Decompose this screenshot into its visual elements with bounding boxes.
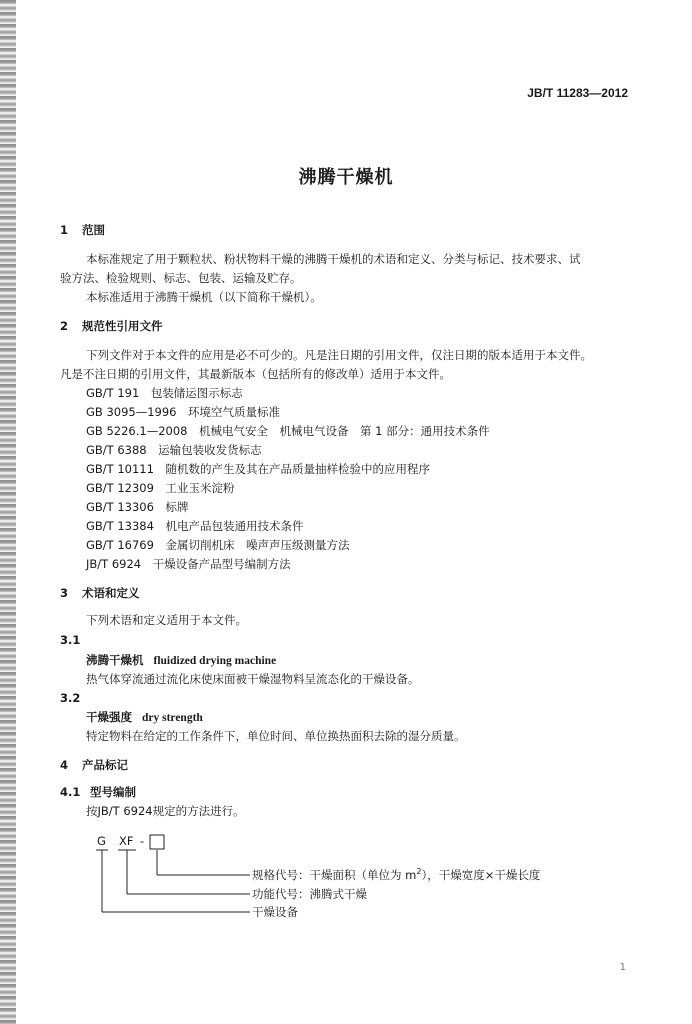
- term-chinese: 沸腾干燥机: [86, 653, 144, 667]
- section-2-heading: [60, 318, 163, 334]
- reference-name: 工业玉米淀粉: [165, 481, 235, 495]
- section-1-heading: [60, 222, 105, 238]
- reference-item: [86, 499, 188, 515]
- term-chinese: 干燥强度: [86, 710, 132, 724]
- paragraph-line: 本标准适用于沸腾干燥机（以下简称干燥机）。: [86, 290, 322, 304]
- paragraph-line: 按JB/T 6924规定的方法进行。: [86, 804, 245, 818]
- label-spec-superscript: 2: [416, 867, 422, 877]
- reference-name: 干燥设备产品型号编制方法: [152, 557, 291, 571]
- reference-item: [86, 480, 234, 496]
- label-spec-text: 规格代号：干燥面积（单位为 m: [252, 868, 417, 882]
- section-number: 4: [60, 758, 69, 772]
- reference-item: [86, 404, 280, 420]
- reference-name: 机械电气安全 机械电气设备 第 1 部分：通用技术条件: [198, 424, 490, 438]
- paragraph-line: 凡是不注日期的引用文件，其最新版本（包括所有的修改单）适用于本文件。: [60, 367, 451, 381]
- term-definition: 特定物料在给定的工作条件下，单位时间、单位换热面积去除的湿分质量。: [86, 729, 466, 743]
- section-number: 2: [60, 319, 69, 333]
- section-number: 1: [60, 223, 69, 237]
- section-title: 术语和定义: [82, 586, 140, 600]
- term-number: 3.2: [60, 691, 81, 705]
- reference-name: 标牌: [165, 500, 189, 514]
- paragraph-line: 验方法、检验规则、标志、包装、运输及贮存。: [60, 271, 302, 285]
- reference-item: [86, 423, 490, 439]
- reference-item: [86, 537, 349, 553]
- reference-code: GB/T 12309: [86, 481, 154, 495]
- reference-code: GB/T 6388: [86, 443, 147, 457]
- code-g: G: [97, 834, 106, 848]
- subsection-heading: [60, 784, 136, 800]
- reference-item: [86, 461, 430, 477]
- reference-code: GB/T 13384: [86, 519, 154, 533]
- term-number: 3.1: [60, 633, 81, 647]
- code-dash: -: [140, 834, 145, 848]
- page-mark: 1: [619, 962, 626, 973]
- reference-item: [86, 442, 262, 458]
- reference-name: 金属切削机床 噪声声压级测量方法: [165, 538, 350, 552]
- section-4-heading: [60, 757, 128, 773]
- term-english: dry strength: [142, 712, 203, 724]
- reference-name: 机电产品包装通用技术条件: [165, 519, 304, 533]
- reference-code: GB/T 191: [86, 386, 140, 400]
- label-spec-text-end: ），干燥宽度×干燥长度: [421, 868, 541, 882]
- paragraph-line: 下列术语和定义适用于本文件。: [86, 613, 247, 627]
- reference-name: 随机数的产生及其在产品质量抽样检验中的应用程序: [165, 462, 430, 476]
- section-title: 范围: [82, 223, 105, 237]
- term-english: fluidized drying machine: [153, 655, 277, 667]
- reference-code: GB 5226.1—2008: [86, 424, 188, 438]
- model-code-diagram: [92, 830, 592, 930]
- reference-code: GB/T 10111: [86, 462, 154, 476]
- scan-edge-shadow: [0, 0, 16, 1024]
- code-xf: XF: [119, 834, 134, 848]
- reference-name: 环境空气质量标准: [188, 405, 280, 419]
- section-3-heading: [60, 585, 140, 601]
- standard-code: JB/T 11283—2012: [527, 86, 628, 100]
- label-spec-code: [252, 867, 540, 883]
- label-function-code: 功能代号：沸腾式干燥: [252, 887, 367, 901]
- document-title: 沸腾干燥机: [298, 167, 394, 188]
- reference-item: [86, 518, 303, 534]
- reference-code: GB/T 13306: [86, 500, 154, 514]
- paragraph-line: 下列文件对于本文件的应用是必不可少的。凡是注日期的引用文件，仅注日期的版本适用于本文件。: [86, 348, 592, 362]
- reference-code: JB/T 6924: [86, 557, 142, 571]
- term-entry: [86, 709, 203, 726]
- section-title: 产品标记: [82, 758, 128, 772]
- reference-name: 包装储运图示标志: [150, 386, 243, 400]
- reference-name: 运输包装收发货标志: [158, 443, 262, 457]
- section-title: 规范性引用文件: [82, 319, 163, 333]
- label-equipment-category: 干燥设备: [252, 905, 298, 919]
- section-number: 3: [60, 586, 69, 600]
- term-entry: [86, 652, 276, 669]
- subsection-number: 4.1: [60, 785, 81, 799]
- reference-item: [86, 385, 243, 401]
- reference-code: GB 3095—1996: [86, 405, 177, 419]
- reference-item: [86, 556, 291, 572]
- paragraph-line: 本标准规定了用于颗粒状、粉状物料干燥的沸腾干燥机的术语和定义、分类与标记、技术要求、试: [86, 252, 581, 266]
- subsection-title: 型号编制: [90, 785, 136, 799]
- reference-code: GB/T 16769: [86, 538, 154, 552]
- term-definition: 热气体穿流通过流化床使床面被干燥湿物料呈流态化的干燥设备。: [86, 672, 420, 686]
